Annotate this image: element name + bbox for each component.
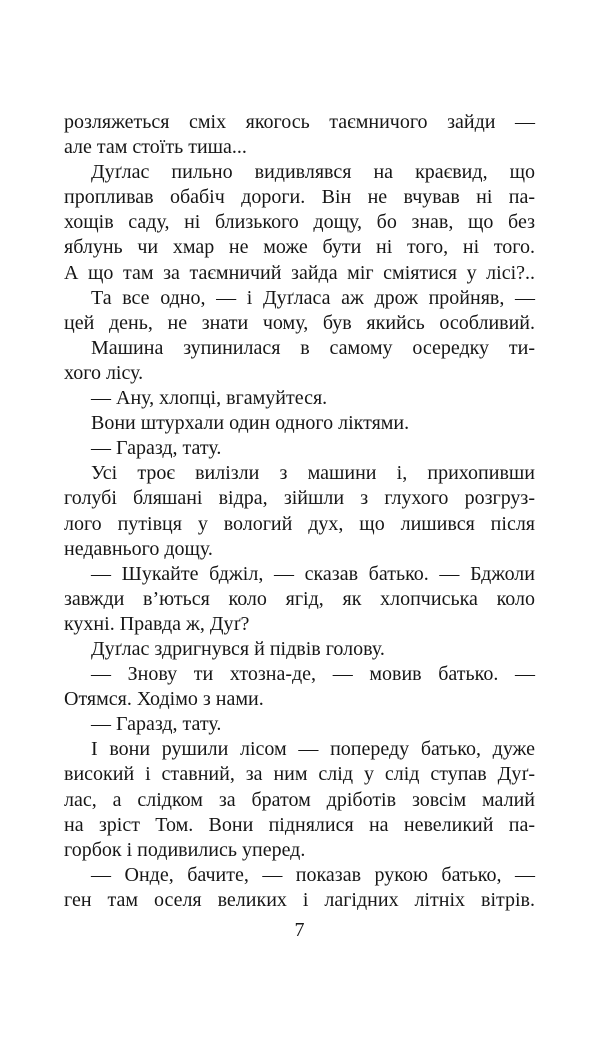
text-line: розляжеться сміх якогось таємничого зайди — [64,111,535,133]
text-line: І вони рушили лісом — попереду батько, дуже [91,738,535,761]
text-line: на зріст Том. Вони піднялися на невеликий па- [64,813,535,836]
text-line: Усі троє вилізли з машини і, прихопивши [91,462,535,485]
page-number: 7 [294,919,305,941]
text-line: хого лісу. [64,361,144,384]
text-line: Дуґлас пильно видивлявся на краєвид, що [91,161,535,184]
text-line: горбок і подивились уперед. [64,838,306,861]
text-line: Отямся. Ходімо з нами. [64,688,264,711]
text-line: — Гаразд, тату. [91,713,222,736]
text-line: — Знову ти хтозна-де, — мовив батько. — [91,663,535,686]
text-line: високий і ставний, за ним слід у слід ступав Дуґ- [64,763,535,786]
text-line: лого путівця у вологий дух, що лишився після [64,512,535,535]
text-line: голубі бляшані відра, зійшли з глухого розгруз- [64,487,535,510]
text-line: яблунь чи хмар не може бути ні того, ні того. [64,236,535,259]
text-line: хощів саду, ні близького дощу, бо знав, що без [64,211,535,234]
text-line: цей день, не знати чому, був якийсь особливий. [64,311,535,334]
text-line: недавнього дощу. [64,537,213,560]
text-line: ген там оселя великих і лагідних літніх вітрів. [64,888,535,911]
text-line: — Гаразд, тату. [91,437,222,460]
text-line: Дуґлас здригнувся й підвів голову. [91,637,385,660]
text-line: пропливав обабіч дороги. Він не вчував ні па- [64,186,535,209]
text-line: Машина зупинилася в самому осередку ти- [91,336,535,359]
text-line: але там стоїть тиша... [64,136,247,159]
text-line: — Шукайте бджіл, — сказав батько. — Бджоли [91,562,535,585]
text-line: Вони штурхали один одного ліктями. [91,412,410,435]
text-line: — Онде, бачите, — показав рукою батько, — [91,863,535,886]
text-line: — Ану, хлопці, вгамуйтеся. [91,387,328,410]
text-line: А що там за таємничий зайда міг сміятися у лісі?.. [64,261,535,284]
text-line: завжди в’ються коло ягід, як хлопчиська коло [64,587,535,610]
text-line: Та все одно, — і Дуґласа аж дрож пройняв, — [91,286,535,309]
text-line: кухні. Правда ж, Дуґ? [64,612,250,635]
text-line: лас, а слідком за братом дріботів зовсім малий [64,788,535,811]
page-text [64,110,535,913]
